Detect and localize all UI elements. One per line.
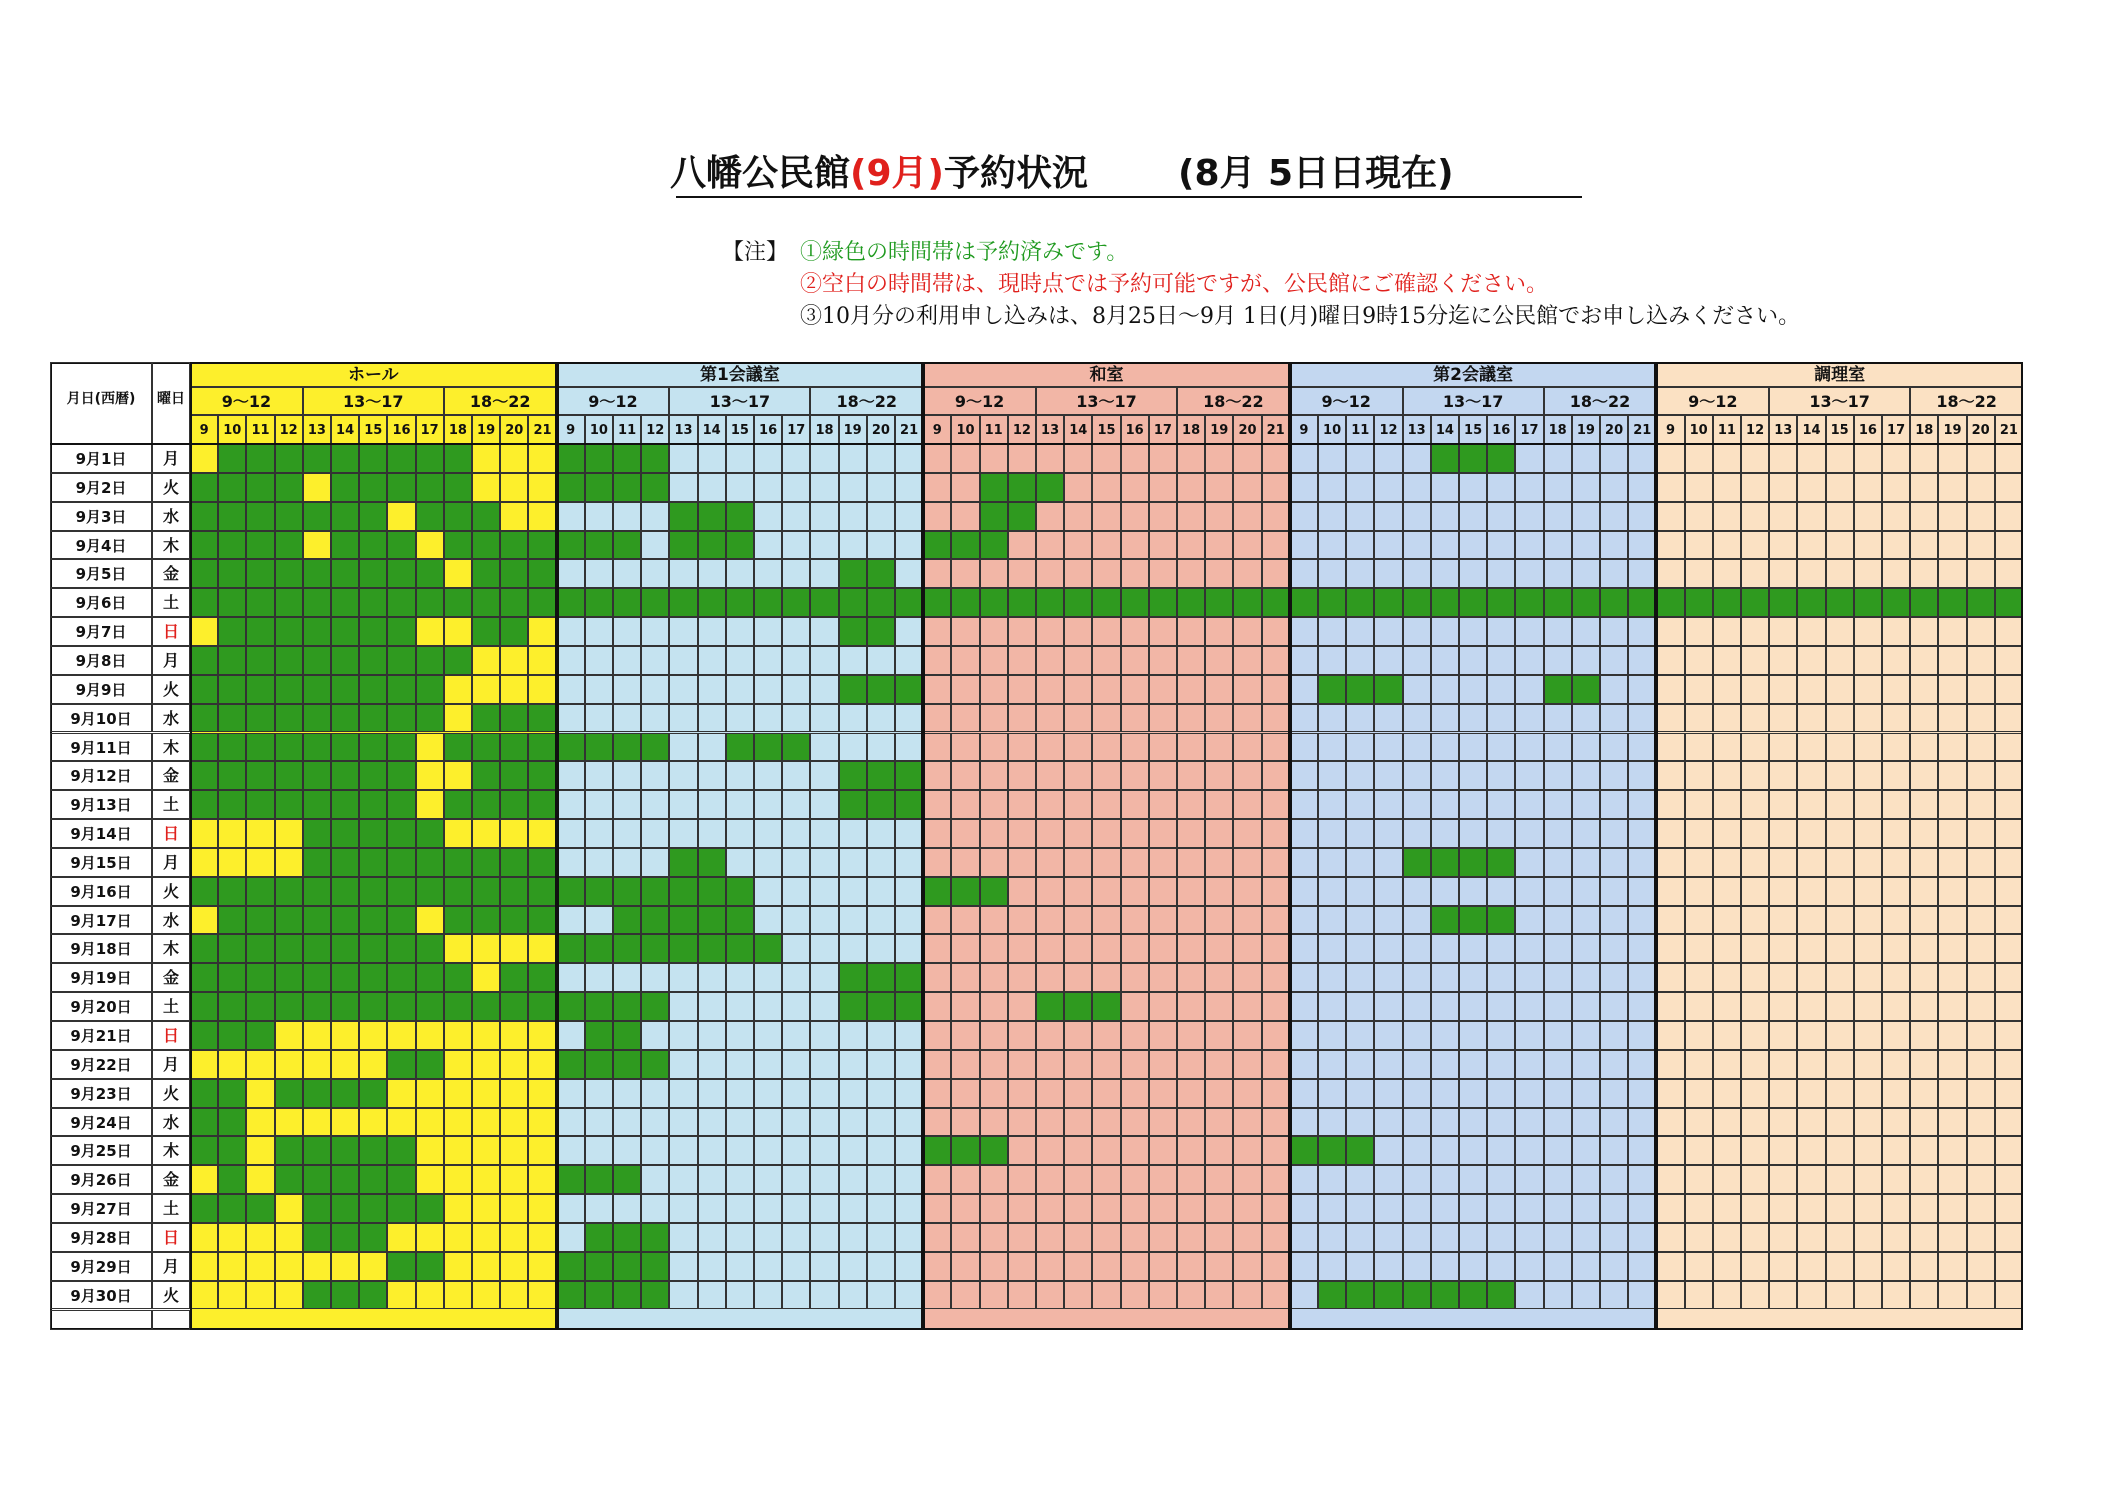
date-cell: 9月1日 <box>50 444 152 473</box>
hour-header: 18 <box>1910 415 1938 444</box>
time-group-header: 9～12 <box>1290 387 1403 415</box>
hour-header: 9 <box>190 415 218 444</box>
date-cell: 9月4日 <box>50 531 152 560</box>
hour-header: 10 <box>1685 415 1713 444</box>
hour-header: 16 <box>1487 415 1515 444</box>
dow-cell: 火 <box>152 1281 190 1310</box>
room-header: 調理室 <box>1656 362 2023 387</box>
hour-header: 10 <box>218 415 246 444</box>
hour-header: 11 <box>1713 415 1741 444</box>
hour-header: 15 <box>1826 415 1854 444</box>
room-border <box>923 362 1290 1330</box>
hour-header: 11 <box>980 415 1008 444</box>
time-group-header: 9～12 <box>190 387 303 415</box>
hour-header: 19 <box>839 415 867 444</box>
room-border <box>190 362 557 1330</box>
date-cell: 9月3日 <box>50 502 152 531</box>
dow-cell: 日 <box>152 1223 190 1252</box>
dow-cell: 火 <box>152 1079 190 1108</box>
date-cell: 9月16日 <box>50 877 152 906</box>
date-cell: 9月28日 <box>50 1223 152 1252</box>
dow-cell: 火 <box>152 877 190 906</box>
dow-cell: 水 <box>152 502 190 531</box>
dow-cell: 金 <box>152 1165 190 1194</box>
dow-cell: 日 <box>152 819 190 848</box>
title-asof: (8月 5日日現在) <box>1178 153 1454 194</box>
dow-cell: 木 <box>152 1136 190 1165</box>
date-cell: 9月18日 <box>50 934 152 963</box>
hour-header: 21 <box>1995 415 2023 444</box>
date-cell: 9月10日 <box>50 704 152 733</box>
hour-header: 17 <box>1515 415 1543 444</box>
time-group-header: 18～22 <box>1910 387 2023 415</box>
hour-header: 15 <box>1092 415 1120 444</box>
hour-header: 11 <box>613 415 641 444</box>
dow-cell: 月 <box>152 848 190 877</box>
hour-header: 18 <box>1177 415 1205 444</box>
hour-header: 19 <box>1572 415 1600 444</box>
dow-cell: 月 <box>152 444 190 473</box>
room-header: 第2会議室 <box>1290 362 1657 387</box>
hour-header: 9 <box>1290 415 1318 444</box>
hour-header: 16 <box>754 415 782 444</box>
date-cell: 9月26日 <box>50 1165 152 1194</box>
time-group-header: 18～22 <box>810 387 923 415</box>
title-underline <box>676 196 1582 198</box>
dow-cell: 金 <box>152 963 190 992</box>
hour-header: 14 <box>1431 415 1459 444</box>
hour-header: 13 <box>1036 415 1064 444</box>
hour-header: 11 <box>1346 415 1374 444</box>
time-group-header: 9～12 <box>923 387 1036 415</box>
date-cell: 9月13日 <box>50 790 152 819</box>
hour-header: 15 <box>359 415 387 444</box>
dow-cell: 日 <box>152 1021 190 1050</box>
hour-header: 9 <box>923 415 951 444</box>
date-cell: 9月19日 <box>50 963 152 992</box>
date-cell: 9月12日 <box>50 761 152 790</box>
note-heading: 【注】 <box>722 240 789 265</box>
date-column-header: 月日(西暦) <box>50 362 152 444</box>
dow-cell: 月 <box>152 1252 190 1281</box>
header-divider <box>50 443 2023 445</box>
hour-header: 10 <box>585 415 613 444</box>
hour-header: 12 <box>1374 415 1402 444</box>
date-cell: 9月11日 <box>50 733 152 762</box>
hour-header: 10 <box>951 415 979 444</box>
hour-header: 14 <box>331 415 359 444</box>
hour-header: 17 <box>782 415 810 444</box>
hour-header: 12 <box>1741 415 1769 444</box>
hour-header: 20 <box>500 415 528 444</box>
room-border <box>557 362 924 1330</box>
time-group-header: 13～17 <box>303 387 444 415</box>
date-cell: 9月20日 <box>50 992 152 1021</box>
hour-header: 19 <box>472 415 500 444</box>
hour-header: 17 <box>1882 415 1910 444</box>
date-cell: 9月21日 <box>50 1021 152 1050</box>
room-header: 第1会議室 <box>557 362 924 387</box>
hour-header: 16 <box>1121 415 1149 444</box>
hour-header: 15 <box>726 415 754 444</box>
footer-cell <box>50 1310 152 1330</box>
hour-header: 15 <box>1459 415 1487 444</box>
dow-cell: 木 <box>152 934 190 963</box>
dow-cell: 水 <box>152 1108 190 1137</box>
date-cell: 9月15日 <box>50 848 152 877</box>
time-group-header: 9～12 <box>557 387 670 415</box>
hour-header: 11 <box>246 415 274 444</box>
date-cell: 9月9日 <box>50 675 152 704</box>
dow-cell: 月 <box>152 1050 190 1079</box>
hour-header: 16 <box>387 415 415 444</box>
dow-cell: 日 <box>152 617 190 646</box>
hour-header: 13 <box>1769 415 1797 444</box>
hour-header: 16 <box>1854 415 1882 444</box>
hour-header: 14 <box>1064 415 1092 444</box>
dow-cell: 火 <box>152 675 190 704</box>
dow-column-header: 曜日 <box>152 362 190 444</box>
room-border <box>1290 362 1657 1330</box>
title-main: 八幡公民館 <box>670 153 851 194</box>
date-cell: 9月8日 <box>50 646 152 675</box>
hour-header: 19 <box>1205 415 1233 444</box>
time-group-header: 9～12 <box>1656 387 1769 415</box>
dow-cell: 水 <box>152 704 190 733</box>
room-header: 和室 <box>923 362 1290 387</box>
date-cell: 9月25日 <box>50 1136 152 1165</box>
hour-header: 21 <box>1628 415 1656 444</box>
date-cell: 9月6日 <box>50 588 152 617</box>
time-group-header: 13～17 <box>1036 387 1177 415</box>
dow-cell: 木 <box>152 531 190 560</box>
hour-header: 19 <box>1938 415 1966 444</box>
hour-header: 20 <box>1967 415 1995 444</box>
hour-header: 20 <box>1233 415 1261 444</box>
hour-header: 10 <box>1318 415 1346 444</box>
dow-cell: 水 <box>152 906 190 935</box>
hour-header: 20 <box>1600 415 1628 444</box>
dow-cell: 土 <box>152 1194 190 1223</box>
dow-cell: 月 <box>152 646 190 675</box>
footer-cell <box>152 1310 190 1330</box>
date-cell: 9月30日 <box>50 1281 152 1310</box>
time-group-header: 18～22 <box>444 387 557 415</box>
date-cell: 9月2日 <box>50 473 152 502</box>
date-cell: 9月17日 <box>50 906 152 935</box>
title-suffix: 予約状況 <box>943 153 1088 194</box>
time-group-header: 13～17 <box>1403 387 1544 415</box>
hour-header: 14 <box>1797 415 1825 444</box>
hour-header: 18 <box>810 415 838 444</box>
date-cell: 9月27日 <box>50 1194 152 1223</box>
date-cell: 9月7日 <box>50 617 152 646</box>
page-title <box>670 148 1590 200</box>
hour-header: 9 <box>1656 415 1684 444</box>
time-group-header: 13～17 <box>669 387 810 415</box>
date-cell: 9月24日 <box>50 1108 152 1137</box>
date-cell: 9月5日 <box>50 559 152 588</box>
hour-header: 21 <box>895 415 923 444</box>
dow-cell: 木 <box>152 733 190 762</box>
dow-cell: 金 <box>152 559 190 588</box>
hour-header: 12 <box>641 415 669 444</box>
hour-header: 18 <box>1544 415 1572 444</box>
dow-cell: 金 <box>152 761 190 790</box>
hour-header: 21 <box>1262 415 1290 444</box>
note-booked: ①緑色の時間帯は予約済みです。 <box>800 240 1129 265</box>
hour-header: 13 <box>1403 415 1431 444</box>
dow-cell: 土 <box>152 992 190 1021</box>
hour-header: 17 <box>1149 415 1177 444</box>
room-header: ホール <box>190 362 557 387</box>
note-available: ②空白の時間帯は、現時点では予約可能ですが、公民館にご確認ください。 <box>800 272 1549 297</box>
dow-cell: 火 <box>152 473 190 502</box>
hour-header: 12 <box>1008 415 1036 444</box>
time-group-header: 18～22 <box>1544 387 1657 415</box>
time-group-header: 13～17 <box>1769 387 1910 415</box>
hour-header: 14 <box>698 415 726 444</box>
dow-cell: 土 <box>152 790 190 819</box>
time-group-header: 18～22 <box>1177 387 1290 415</box>
hour-header: 12 <box>275 415 303 444</box>
dow-cell: 土 <box>152 588 190 617</box>
hour-header: 18 <box>444 415 472 444</box>
hour-header: 21 <box>528 415 556 444</box>
hour-header: 13 <box>303 415 331 444</box>
hour-header: 13 <box>669 415 697 444</box>
hour-header: 17 <box>416 415 444 444</box>
room-border <box>1656 362 2023 1330</box>
title-month: (9月) <box>850 153 944 194</box>
date-cell: 9月23日 <box>50 1079 152 1108</box>
hour-header: 9 <box>557 415 585 444</box>
date-cell: 9月29日 <box>50 1252 152 1281</box>
date-cell: 9月22日 <box>50 1050 152 1079</box>
hour-header: 20 <box>867 415 895 444</box>
date-cell: 9月14日 <box>50 819 152 848</box>
note-application: ③10月分の利用申し込みは、8月25日～9月 1日(月)曜日9時15分迄に公民館でお申し込みください。 <box>800 304 1801 329</box>
